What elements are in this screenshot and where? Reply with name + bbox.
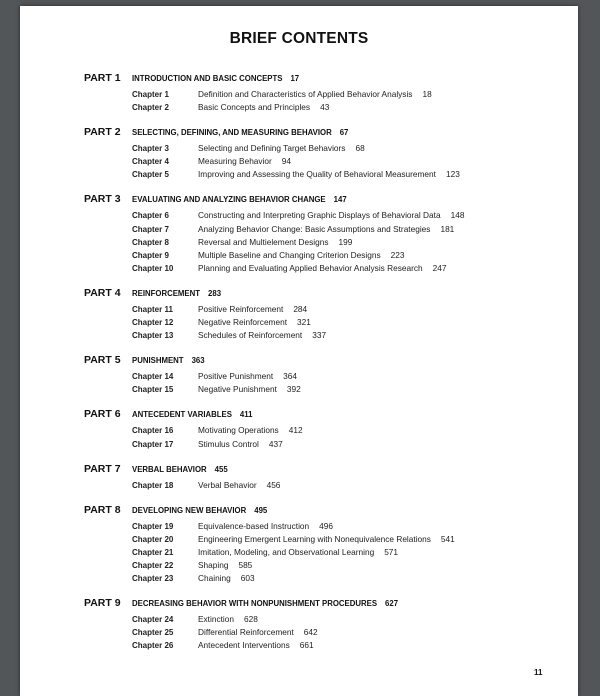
chapter-entry[interactable] (84, 330, 564, 343)
chapter-list (84, 521, 564, 586)
chapter-page-number: 628 (243, 614, 258, 625)
part-title: ANTECEDENT VARIABLES (132, 410, 232, 420)
part-title: REINFORCEMENT (132, 288, 201, 298)
part-title: SELECTING, DEFINING, AND MEASURING BEHAVIOR (132, 128, 332, 138)
chapter-page-number: 437 (268, 438, 283, 449)
part-heading[interactable] (84, 287, 564, 301)
chapter-entry[interactable] (84, 534, 564, 547)
chapter-entry[interactable] (84, 480, 564, 493)
chapter-label: Chapter 6 (132, 211, 169, 221)
chapter-entry[interactable] (84, 89, 564, 102)
chapter-label: Chapter 16 (132, 426, 174, 436)
chapter-page-number: 247 (432, 262, 447, 273)
chapter-page-number: 284 (293, 303, 308, 314)
chapter-page-number: 68 (355, 143, 365, 154)
chapter-title: Shaping (198, 559, 229, 570)
chapter-page-number: 364 (283, 371, 298, 382)
chapter-page-number: 337 (312, 330, 327, 341)
chapter-label: Chapter 19 (132, 521, 174, 531)
toc-part (84, 408, 564, 451)
chapter-label: Chapter 26 (132, 641, 174, 651)
chapter-title: Constructing and Interpreting Graphic Displays of Behavioral Data (198, 210, 441, 221)
chapter-page-number: 412 (288, 425, 303, 436)
toc-part (84, 193, 564, 275)
chapter-label: Chapter 1 (132, 90, 169, 99)
chapter-title: Multiple Baseline and Changing Criterion Designs (198, 249, 381, 260)
part-heading[interactable] (84, 504, 564, 518)
part-number: PART 9 (84, 597, 121, 610)
chapter-label: Chapter 22 (132, 560, 174, 570)
chapter-list (84, 143, 564, 182)
page-number: 11 (534, 668, 543, 677)
chapter-label: Chapter 11 (132, 304, 173, 314)
chapter-title: Improving and Assessing the Quality of Behavioral Measurement (198, 169, 436, 180)
chapter-page-number: 603 (240, 573, 255, 584)
chapter-label: Chapter 9 (132, 250, 169, 260)
chapter-entry[interactable] (84, 384, 564, 397)
chapter-title: Equivalence-based Instruction (198, 520, 310, 531)
chapter-title: Engineering Emergent Learning with Nonequivalence Relations (198, 533, 431, 544)
toc-part (84, 72, 564, 115)
part-page-number: 495 (254, 505, 268, 515)
part-number: PART 1 (84, 72, 121, 84)
chapter-page-number: 43 (320, 102, 330, 113)
part-page-number: 283 (208, 288, 222, 298)
toc-part (84, 287, 564, 343)
chapter-label: Chapter 13 (132, 331, 174, 341)
part-heading[interactable] (84, 408, 564, 422)
chapter-entry[interactable] (84, 547, 564, 560)
chapter-entry[interactable] (84, 521, 564, 534)
chapter-entry[interactable] (84, 439, 564, 452)
chapter-entry[interactable] (84, 263, 564, 276)
chapter-page-number: 148 (450, 210, 465, 221)
chapter-label: Chapter 20 (132, 534, 174, 544)
chapter-label: Chapter 3 (132, 144, 169, 154)
chapter-title: Definition and Characteristics of Applied Behavior Analysis (198, 89, 413, 99)
part-page-number: 363 (191, 356, 205, 366)
chapter-title: Imitation, Modeling, and Observational Learning (198, 546, 375, 557)
chapter-label: Chapter 7 (132, 224, 169, 234)
part-page-number: 455 (214, 464, 228, 474)
chapter-entry[interactable] (84, 169, 564, 182)
chapter-entry[interactable] (84, 156, 564, 169)
document-page (20, 6, 578, 696)
chapter-entry[interactable] (84, 237, 564, 250)
chapter-list (84, 614, 564, 653)
chapter-page-number: 18 (422, 89, 432, 99)
chapter-label: Chapter 12 (132, 318, 174, 328)
part-page-number: 17 (290, 74, 300, 83)
table-of-contents (84, 72, 564, 664)
chapter-entry[interactable] (84, 210, 564, 223)
part-page-number: 411 (239, 410, 253, 420)
chapter-title: Motivating Operations (198, 425, 279, 436)
chapter-label: Chapter 8 (132, 237, 169, 247)
part-number: PART 3 (84, 193, 121, 206)
chapter-title: Differential Reinforcement (198, 627, 294, 638)
chapter-label: Chapter 23 (132, 574, 174, 584)
chapter-list (84, 425, 564, 451)
toc-part (84, 126, 564, 182)
part-heading[interactable] (84, 463, 564, 477)
chapter-page-number: 94 (281, 156, 292, 167)
part-number: PART 8 (84, 503, 121, 516)
toc-part (84, 504, 564, 586)
chapter-title: Selecting and Defining Target Behaviors (198, 143, 346, 154)
toc-part (84, 597, 564, 653)
part-number: PART 5 (84, 354, 121, 367)
part-heading[interactable] (84, 126, 564, 140)
chapter-page-number: 661 (299, 640, 314, 651)
part-heading[interactable] (84, 72, 564, 86)
chapter-page-number: 496 (319, 520, 333, 531)
part-title: DECREASING BEHAVIOR WITH NONPUNISHMENT PROCEDURES (132, 599, 378, 609)
toc-part (84, 463, 564, 493)
part-title: INTRODUCTION AND BASIC CONCEPTS (132, 74, 283, 83)
chapter-title: Positive Reinforcement (198, 303, 284, 314)
part-title: DEVELOPING NEW BEHAVIOR (132, 505, 247, 515)
chapter-entry[interactable] (84, 224, 564, 237)
chapter-list (84, 89, 564, 115)
chapter-entry[interactable] (84, 143, 564, 156)
chapter-page-number: 223 (390, 249, 405, 260)
chapter-entry[interactable] (84, 640, 564, 653)
chapter-title: Measuring Behavior (198, 156, 272, 167)
chapter-title: Antecedent Interventions (198, 640, 290, 651)
part-number: PART 2 (84, 126, 121, 139)
chapter-title: Schedules of Reinforcement (198, 330, 303, 341)
chapter-label: Chapter 18 (132, 480, 174, 490)
chapter-label: Chapter 10 (132, 263, 174, 273)
chapter-page-number: 321 (297, 317, 311, 328)
part-title: EVALUATING AND ANALYZING BEHAVIOR CHANGE (132, 195, 326, 205)
toc-part (84, 354, 564, 397)
chapter-entry[interactable] (84, 573, 564, 586)
chapter-entry[interactable] (84, 425, 564, 438)
part-page-number: 147 (333, 195, 347, 205)
part-title: PUNISHMENT (132, 356, 184, 366)
chapter-page-number: 181 (440, 223, 455, 234)
chapter-label: Chapter 4 (132, 157, 169, 167)
part-page-number: 67 (339, 128, 349, 138)
chapter-entry[interactable] (84, 250, 564, 263)
chapter-list (84, 210, 564, 275)
chapter-page-number: 541 (440, 533, 455, 544)
chapter-label: Chapter 17 (132, 439, 174, 449)
chapter-title: Reversal and Multielement Designs (198, 236, 329, 247)
chapter-title: Stimulus Control (198, 438, 259, 449)
chapter-title: Extinction (198, 614, 234, 625)
chapter-page-number: 392 (286, 384, 301, 395)
chapter-title: Analyzing Behavior Change: Basic Assumptions and Strategies (198, 223, 431, 234)
chapter-title: Negative Reinforcement (198, 317, 288, 328)
chapter-title: Chaining (198, 573, 231, 584)
chapter-label: Chapter 15 (132, 385, 174, 395)
chapter-list (84, 371, 564, 397)
chapter-entry[interactable] (84, 560, 564, 573)
chapter-page-number: 571 (384, 546, 399, 557)
page-title: BRIEF CONTENTS (229, 30, 369, 47)
chapter-page-number: 199 (338, 236, 353, 247)
chapter-list (84, 304, 564, 343)
part-heading[interactable] (84, 597, 564, 611)
chapter-label: Chapter 2 (132, 103, 169, 113)
part-title: VERBAL BEHAVIOR (132, 464, 207, 474)
part-number: PART 4 (84, 286, 121, 299)
chapter-entry[interactable] (84, 317, 564, 330)
part-number: PART 6 (84, 408, 121, 421)
chapter-entry[interactable] (84, 102, 564, 115)
chapter-label: Chapter 5 (132, 170, 169, 180)
part-page-number: 627 (385, 599, 399, 609)
chapter-label: Chapter 14 (132, 372, 174, 382)
chapter-entry[interactable] (84, 371, 564, 384)
chapter-page-number: 585 (238, 559, 253, 570)
chapter-page-number: 456 (266, 479, 281, 490)
part-heading[interactable] (84, 193, 564, 207)
chapter-label: Chapter 21 (132, 547, 174, 557)
chapter-title: Verbal Behavior (198, 479, 257, 490)
chapter-page-number: 642 (303, 627, 318, 638)
part-number: PART 7 (84, 462, 121, 475)
part-heading[interactable] (84, 354, 564, 368)
chapter-label: Chapter 24 (132, 615, 174, 625)
chapter-label: Chapter 25 (132, 628, 174, 638)
chapter-entry[interactable] (84, 614, 564, 627)
chapter-title: Planning and Evaluating Applied Behavior Analysis Research (198, 262, 423, 273)
chapter-title: Basic Concepts and Principles (198, 102, 311, 113)
chapter-title: Negative Punishment (198, 384, 277, 395)
chapter-page-number: 123 (445, 169, 460, 180)
chapter-list (84, 480, 564, 493)
chapter-entry[interactable] (84, 627, 564, 640)
chapter-title: Positive Punishment (198, 371, 274, 382)
chapter-entry[interactable] (84, 304, 564, 317)
